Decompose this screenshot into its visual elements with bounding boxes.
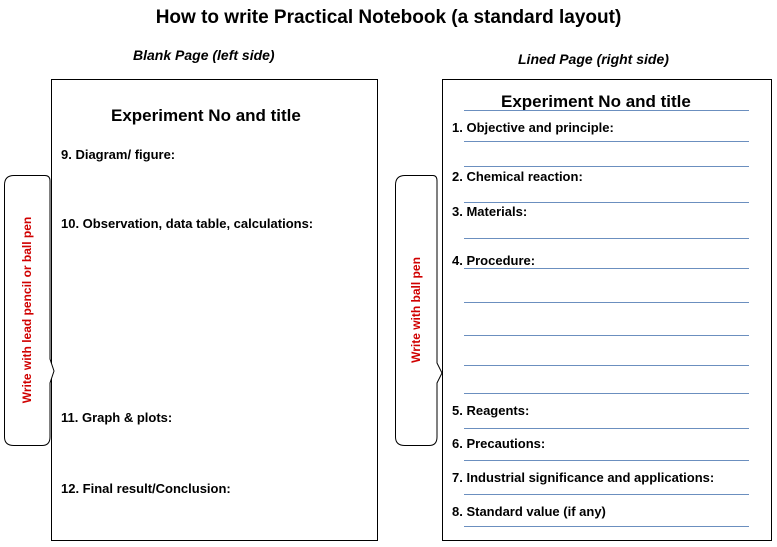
ruled-line [464, 428, 749, 429]
left-side-note-tab [4, 175, 52, 447]
left-item-graph: 11. Graph & plots: [61, 410, 173, 425]
ruled-line [464, 302, 749, 303]
right-side-note-text: Write with ball pen [409, 257, 423, 363]
ruled-line [464, 335, 749, 336]
left-item-diagram: 9. Diagram/ figure: [61, 147, 176, 162]
ruled-line [464, 141, 749, 142]
ruled-line [464, 202, 749, 203]
ruled-line [464, 393, 749, 394]
right-item-chemical-reaction: 2. Chemical reaction: [452, 169, 583, 184]
right-side-note-tab [395, 175, 443, 447]
right-item-precautions: 6. Precautions: [452, 436, 546, 451]
right-page-caption: Lined Page (right side) [518, 51, 669, 67]
ruled-line [464, 526, 749, 527]
ruled-line [464, 494, 749, 495]
right-item-reagents: 5. Reagents: [452, 403, 530, 418]
diagram-title: How to write Practical Notebook (a standard layout) [155, 7, 622, 28]
left-blank-page [51, 79, 378, 541]
ruled-line [464, 268, 749, 269]
ruled-line [464, 238, 749, 239]
left-item-observation: 10. Observation, data table, calculations: [61, 216, 314, 231]
right-page-heading: Experiment No and title [501, 92, 691, 111]
left-item-conclusion: 12. Final result/Conclusion: [61, 481, 231, 496]
right-item-industrial: 7. Industrial significance and applications: [452, 470, 715, 485]
ruled-line [464, 166, 749, 167]
right-item-materials: 3. Materials: [452, 204, 528, 219]
right-item-standard-value: 8. Standard value (if any) [452, 504, 606, 519]
ruled-line [464, 365, 749, 366]
ruled-line [464, 110, 749, 111]
left-side-note-text: Write with lead pencil or ball pen [20, 216, 34, 404]
ruled-line [464, 460, 749, 461]
left-page-caption: Blank Page (left side) [133, 47, 275, 63]
right-item-procedure: 4. Procedure: [452, 253, 536, 268]
left-page-heading: Experiment No and title [111, 106, 301, 125]
right-lined-page [442, 79, 772, 541]
right-item-objective: 1. Objective and principle: [452, 120, 614, 135]
